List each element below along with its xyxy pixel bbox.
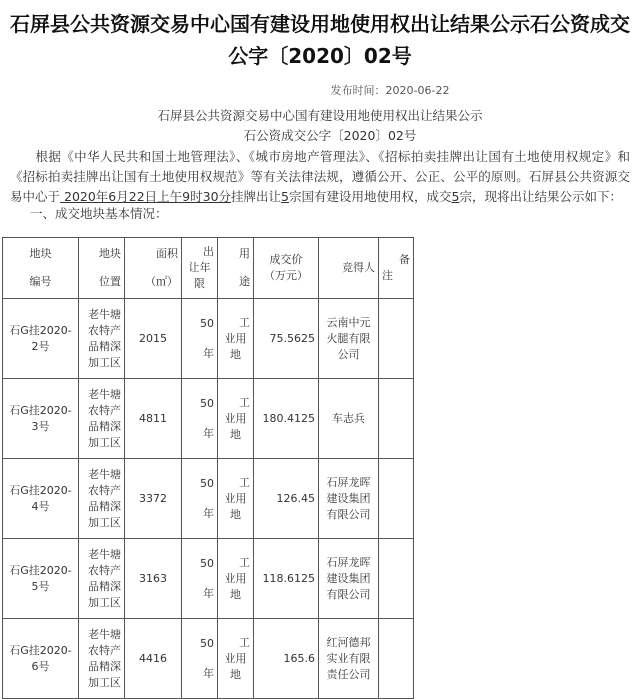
cell-plot-no: 石G挂2020-2号 [3,299,79,379]
header-plot-no: 地块 编号 [3,238,79,299]
cell-remark [379,379,414,459]
doc-head-line-2: 石公资成交公字〔2020〕02号 [243,128,417,143]
header-bidder: 竞得人 [319,238,379,299]
section-heading: 一、成交地块基本情况： [30,206,168,221]
cell-location: 老牛塘农特产品精深加工区 [79,379,125,459]
cell-use: 工 业用地 [218,379,254,459]
cell-term: 50 年 [182,379,218,459]
body-text-2: 挂牌出让 [231,189,282,204]
cell-plot-no: 石G挂2020-3号 [3,379,79,459]
cell-location: 老牛塘农特产品精深加工区 [79,619,125,699]
cell-plot-no: 石G挂2020-6号 [3,619,79,699]
cell-remark [379,539,414,619]
deal-count: 5 [451,189,460,204]
cell-remark [379,459,414,539]
body-text-1: 根据《中华人民共和国土地管理法》、《城市房地产管理法》、《招标拍卖挂牌出让国有土地使用权规定》和《招标拍卖挂牌出让国有土地使用权规范》等有关法律法规，遵循公开、公正、公平的原则。石屏县公共资源交易中心于 [10,149,630,204]
cell-term: 50 年 [182,539,218,619]
document-heading [0,106,640,146]
cell-bidder: 红河德邦实业有限责任公司 [319,619,379,699]
cell-price: 118.6125 [254,539,319,619]
cell-location: 老牛塘农特产品精深加工区 [79,299,125,379]
cell-remark [379,299,414,379]
cell-term: 50 年 [182,459,218,539]
doc-head-line-1: 石屏县公共资源交易中心国有建设用地使用权出让结果公示 [157,108,483,123]
cell-area: 3372 [125,459,182,539]
cell-use: 工 业用地 [218,539,254,619]
header-location: 地块 位置 [79,238,125,299]
cell-remark [379,619,414,699]
cell-use: 工 业用地 [218,459,254,539]
cell-location: 老牛塘农特产品精深加工区 [79,459,125,539]
cell-bidder: 车志兵 [319,379,379,459]
body-text-3: 宗国有建设用地使用权，成交 [289,189,452,204]
cell-term: 50 年 [182,619,218,699]
cell-price: 75.5625 [254,299,319,379]
cell-bidder: 云南中元火腿有限公司 [319,299,379,379]
cell-plot-no: 石G挂2020-4号 [3,459,79,539]
cell-location: 老牛塘农特产品精深加工区 [79,539,125,619]
table-row [3,299,414,379]
plot-count: 5 [281,189,289,204]
cell-use: 工 业用地 [218,619,254,699]
page-title [0,8,640,72]
table-row [3,459,414,539]
cell-price: 180.4125 [254,379,319,459]
cell-bidder: 石屏龙晖建设集团有限公司 [319,539,379,619]
auction-date: 2020年6月22日上午9时30分 [60,189,232,204]
cell-use: 工 业用地 [218,299,254,379]
publish-date: 发布时间：2020-06-22 [330,84,450,97]
cell-term: 50 年 [182,299,218,379]
cell-price: 165.6 [254,619,319,699]
table-row [3,619,414,699]
body-text-4: 宗，现将出让结果公示如下： [459,189,622,204]
header-price: 成交价 （万元） [254,238,319,299]
header-term: 出 让年 限 [182,238,218,299]
header-use: 用 途 [218,238,254,299]
table-header-row [3,238,414,299]
cell-bidder: 石屏龙晖建设集团有限公司 [319,459,379,539]
body-paragraph [10,147,630,207]
cell-area: 4416 [125,619,182,699]
cell-area: 4811 [125,379,182,459]
cell-plot-no: 石G挂2020-5号 [3,539,79,619]
title-line-2: 公字〔2020〕02号 [228,44,412,68]
deal-results-table [2,237,414,699]
header-area: 面积 （㎡） [125,238,182,299]
cell-area: 2015 [125,299,182,379]
cell-price: 126.45 [254,459,319,539]
table-row [3,539,414,619]
table-row [3,379,414,459]
header-remark: 备 注 [379,238,414,299]
cell-area: 3163 [125,539,182,619]
title-line-1: 石屏县公共资源交易中心国有建设用地使用权出让结果公示石公资成交 [10,12,630,36]
